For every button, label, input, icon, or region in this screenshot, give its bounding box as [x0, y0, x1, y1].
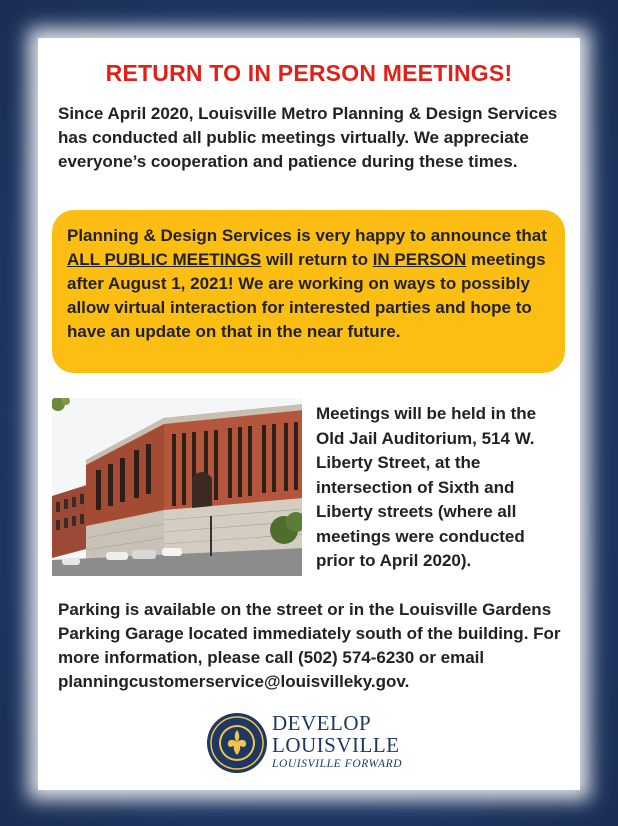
meeting-location-text: Meetings will be held in the Old Jail Auditorium, 514 W. Liberty Street, at the intersection of Sixth and Liberty streets (where all meetings were conducted prior to April 2020).: [316, 404, 537, 570]
logo-line-louisville: LOUISVILLE: [272, 733, 400, 757]
announcement-emphasis-in-person: IN PERSON: [372, 250, 467, 269]
announcement-emphasis-public-meetings: ALL PUBLIC MEETINGS: [67, 250, 262, 269]
flyer-page: [38, 38, 580, 790]
develop-louisville-logo: [206, 710, 436, 776]
louisville-seal-icon: [206, 712, 268, 774]
announcement-text-1: Planning & Design Services is very happy to announce that: [67, 226, 547, 245]
intro-paragraph: Since April 2020, Louisville Metro Planning & Design Services has conducted all public meetings virtually. We appreciate everyone’s cooperation and patience during these times.: [58, 104, 558, 171]
flyer-title: RETURN TO IN PERSON MEETINGS!: [105, 60, 513, 86]
logo-line-develop: DEVELOP: [272, 711, 372, 735]
logo-tagline: LOUISVILLE FORWARD: [272, 758, 403, 770]
old-jail-building-photo: [52, 398, 302, 576]
announcement-text-3: meetings after August 1, 2021! We are working on ways to possibly allow virtual interaction for interested parties and hope to have an update on that in the near future.: [67, 250, 546, 341]
announcement-text-2: will return to: [261, 250, 373, 269]
parking-info-text: Parking is available on the street or in the Louisville Gardens Parking Garage located immediately south of the building. For more information, please call (502) 574-6230 or email planningcustomerservice@louisvilleky.gov.: [58, 600, 561, 691]
announcement-box: [52, 210, 565, 373]
